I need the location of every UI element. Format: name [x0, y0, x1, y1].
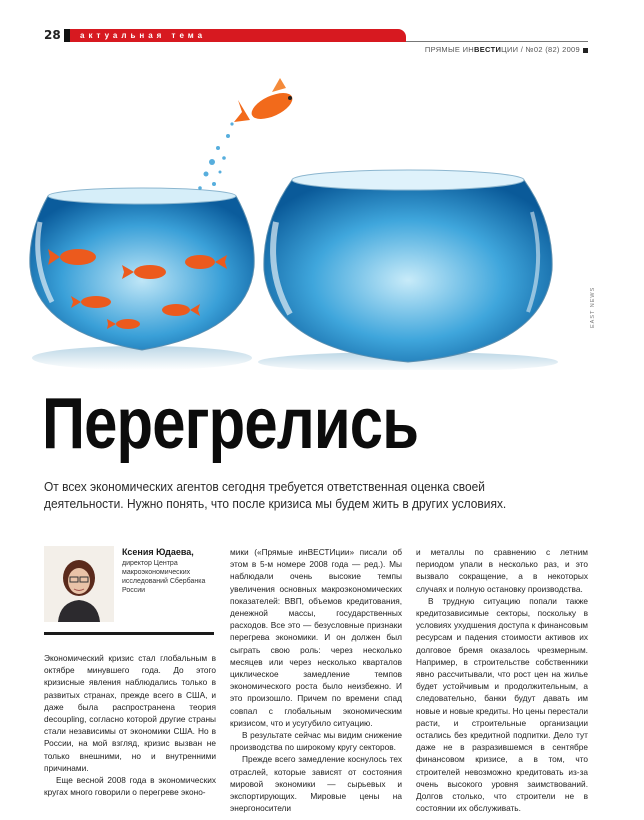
- square-icon: [583, 48, 588, 53]
- page-number: 28: [44, 28, 61, 42]
- rubric-label: актуальная тема: [80, 31, 207, 40]
- paragraph: Еще весной 2008 года в экономических кругах много говорили о перегреве эконо-: [44, 775, 216, 798]
- author-divider: [44, 632, 214, 635]
- article-lead: От всех экономических агентов сегодня требуется ответственная оценка своей деятельности. Нужно понять, что после кризиса мы будем жить в других условиях.: [44, 479, 507, 511]
- paragraph: Экономический кризис стал глобальным в октябре минувшего года. До этого кризисные явления наблюдались только в развитых странах, прежде всего в США, и даже была распространена теория decoupling, согласно которой другие страны стали независимы от экономики США. Но в России, на мой взгляд, кризис вызван не только внешними, но и внутренними причинами.: [44, 653, 216, 773]
- paragraph: мики («Прямые инВЕСТИции» писали об этом в 5-м номере 2008 года — ред.). Мы наблюдали очень высокие темпы увеличения основных макроэкономических показателей: ВВП, объемов кредитования, денежной массы, государственных расходов. Все это — безусловные признаки перегрева экономики. И он должен был сыграть свою роль: через несколько месяцев или через несколько кварталов циклическое замедление темпов экономического роста было неизбежно. И это произошло. Причем по времени спад совпал с глобальным экономическим кризисом, что и усугубило ситуацию.: [230, 547, 402, 728]
- article-title: Перегрелись: [42, 384, 419, 464]
- photo-credit: EAST NEWS: [590, 286, 596, 328]
- body-column-2: [230, 546, 402, 814]
- body-column-1: [44, 652, 216, 798]
- paragraph: В трудную ситуацию попали также кредитозависимые секторы, поскольку в условиях ухудшения доступа к финансовым ресурсам и падения стоимости активов их долговое бремя оказалось чрезмерным. Например, в строительстве собственники явно рассчитывали, что рост цен на жилье будет устойчивым и продолжительным, а следовательно, банки будут давать им новые и новые кредиты. Но цены перестали расти, и строительные организации остались без кредитной подпитки. Дело тут даже не в разразившемся в сентябре финансовом кризисе, а в том, что строителей невозможно кредитовать из-за очень высокого уровня заимствований. Долгов столько, что строители не в состоянии их обслуживать.: [416, 595, 588, 814]
- issue-info: ПРЯМЫЕ ИНВЕСТИЦИИ / №02 (82) 2009: [425, 45, 588, 54]
- paragraph: В результате сейчас мы видим снижение производства по широкому кругу секторов.: [230, 730, 402, 753]
- rubric-bar: [66, 29, 406, 42]
- right-fishbowl: [264, 170, 552, 362]
- author-role: директор Центра макроэкономических исследований Сбербанка России: [122, 560, 206, 594]
- rubric-rule: [406, 41, 588, 42]
- paragraph: Прежде всего замедление коснулось тех отраслей, которые зависят от состояния мировой экономики — сырьевых и экспортирующих. Мировые цены на энергоносители: [230, 754, 402, 814]
- author-name: Ксения Юдаева,: [122, 547, 194, 557]
- author-photo: [44, 546, 114, 622]
- body-column-3: [416, 546, 588, 814]
- hero-photo: [0, 62, 644, 370]
- paragraph: и металлы по сравнению с летним периодом упали в несколько раз, и это вызвало сокращение, а в некоторых случаях и полную остановку производства.: [416, 547, 588, 594]
